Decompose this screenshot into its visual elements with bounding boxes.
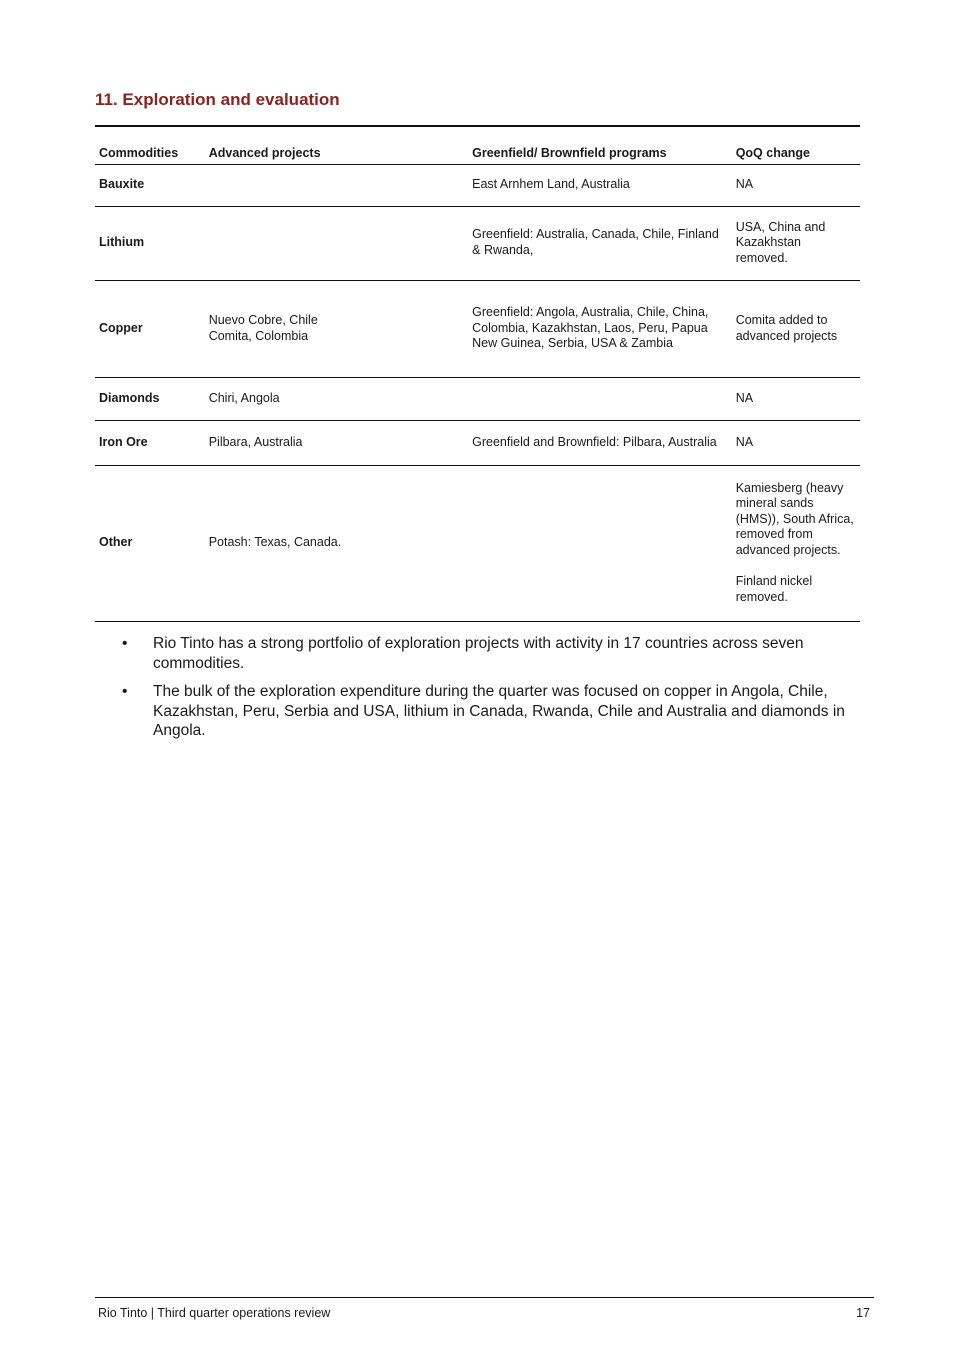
cell-commodity: Bauxite (99, 177, 145, 192)
cell-qoq: USA, China and Kazakhstan removed. (735, 219, 826, 265)
cell-greenfield: Greenfield: Australia, Canada, Chile, Finland & Rwanda, (472, 227, 719, 257)
cell-qoq: Comita added to advanced projects (735, 312, 838, 343)
table-row (95, 280, 860, 377)
bullet-text: Rio Tinto has a strong portfolio of exploration projects with activity in 17 countries across seven commodities. (153, 635, 804, 672)
header-commodities: Commodities (99, 145, 179, 160)
table-header-row (95, 126, 860, 164)
cell-advanced: Nuevo Cobre, Chile Comita, Colombia (208, 312, 318, 343)
header-qoq-change: QoQ change (735, 145, 811, 160)
cell-greenfield (468, 377, 732, 420)
cell-greenfield: Greenfield and Brownfield: Pilbara, Australia (472, 434, 717, 449)
cell-advanced: Potash: Texas, Canada. (208, 535, 342, 550)
page-number: 17 (856, 1306, 870, 1320)
cell-greenfield: Greenfield: Angola, Australia, Chile, China, Colombia, Kazakhstan, Laos, Peru, Papua New Guinea, Serbia, USA & Zambia (472, 305, 709, 351)
section-title: 11. Exploration and evaluation (95, 90, 340, 109)
exploration-table (95, 125, 860, 622)
cell-advanced (205, 164, 468, 206)
bullet-marker: • (122, 635, 128, 652)
footer-divider (95, 1297, 874, 1298)
table-row (95, 164, 860, 206)
list-item (122, 634, 860, 673)
table-row (95, 465, 860, 621)
cell-qoq: NA (735, 177, 754, 192)
cell-advanced: Pilbara, Australia (208, 434, 303, 449)
bullet-text: The bulk of the exploration expenditure during the quarter was focused on copper in Angola, Chile, Kazakhstan, Peru, Serbia and USA, lithium in Canada, Rwanda, Chile and Australia and diamonds in Angola. (153, 683, 845, 740)
cell-commodity: Iron Ore (99, 434, 148, 449)
table-row (95, 377, 860, 420)
header-greenfield-programs: Greenfield/ Brownfield programs (472, 145, 667, 160)
bullet-marker: • (122, 683, 128, 701)
table-row (95, 420, 860, 465)
summary-bullet-list (122, 634, 860, 750)
cell-greenfield (468, 465, 732, 621)
table-row (95, 206, 860, 280)
cell-advanced: Chiri, Angola (208, 390, 280, 405)
cell-greenfield: East Arnhem Land, Australia (472, 177, 630, 192)
cell-qoq: NA (735, 390, 754, 405)
cell-qoq: Kamiesberg (heavy mineral sands (HMS)), South Africa, removed from advanced projects. Finland nickel removed. (735, 480, 854, 604)
cell-commodity: Other (99, 535, 133, 550)
cell-qoq: NA (735, 434, 754, 449)
list-item (122, 682, 860, 741)
cell-commodity: Diamonds (99, 390, 160, 405)
footer-document-title: Rio Tinto | Third quarter operations review (98, 1306, 331, 1320)
cell-commodity: Copper (99, 320, 143, 335)
header-advanced-projects: Advanced projects (208, 145, 321, 160)
cell-advanced (205, 206, 468, 280)
cell-commodity: Lithium (99, 235, 145, 250)
